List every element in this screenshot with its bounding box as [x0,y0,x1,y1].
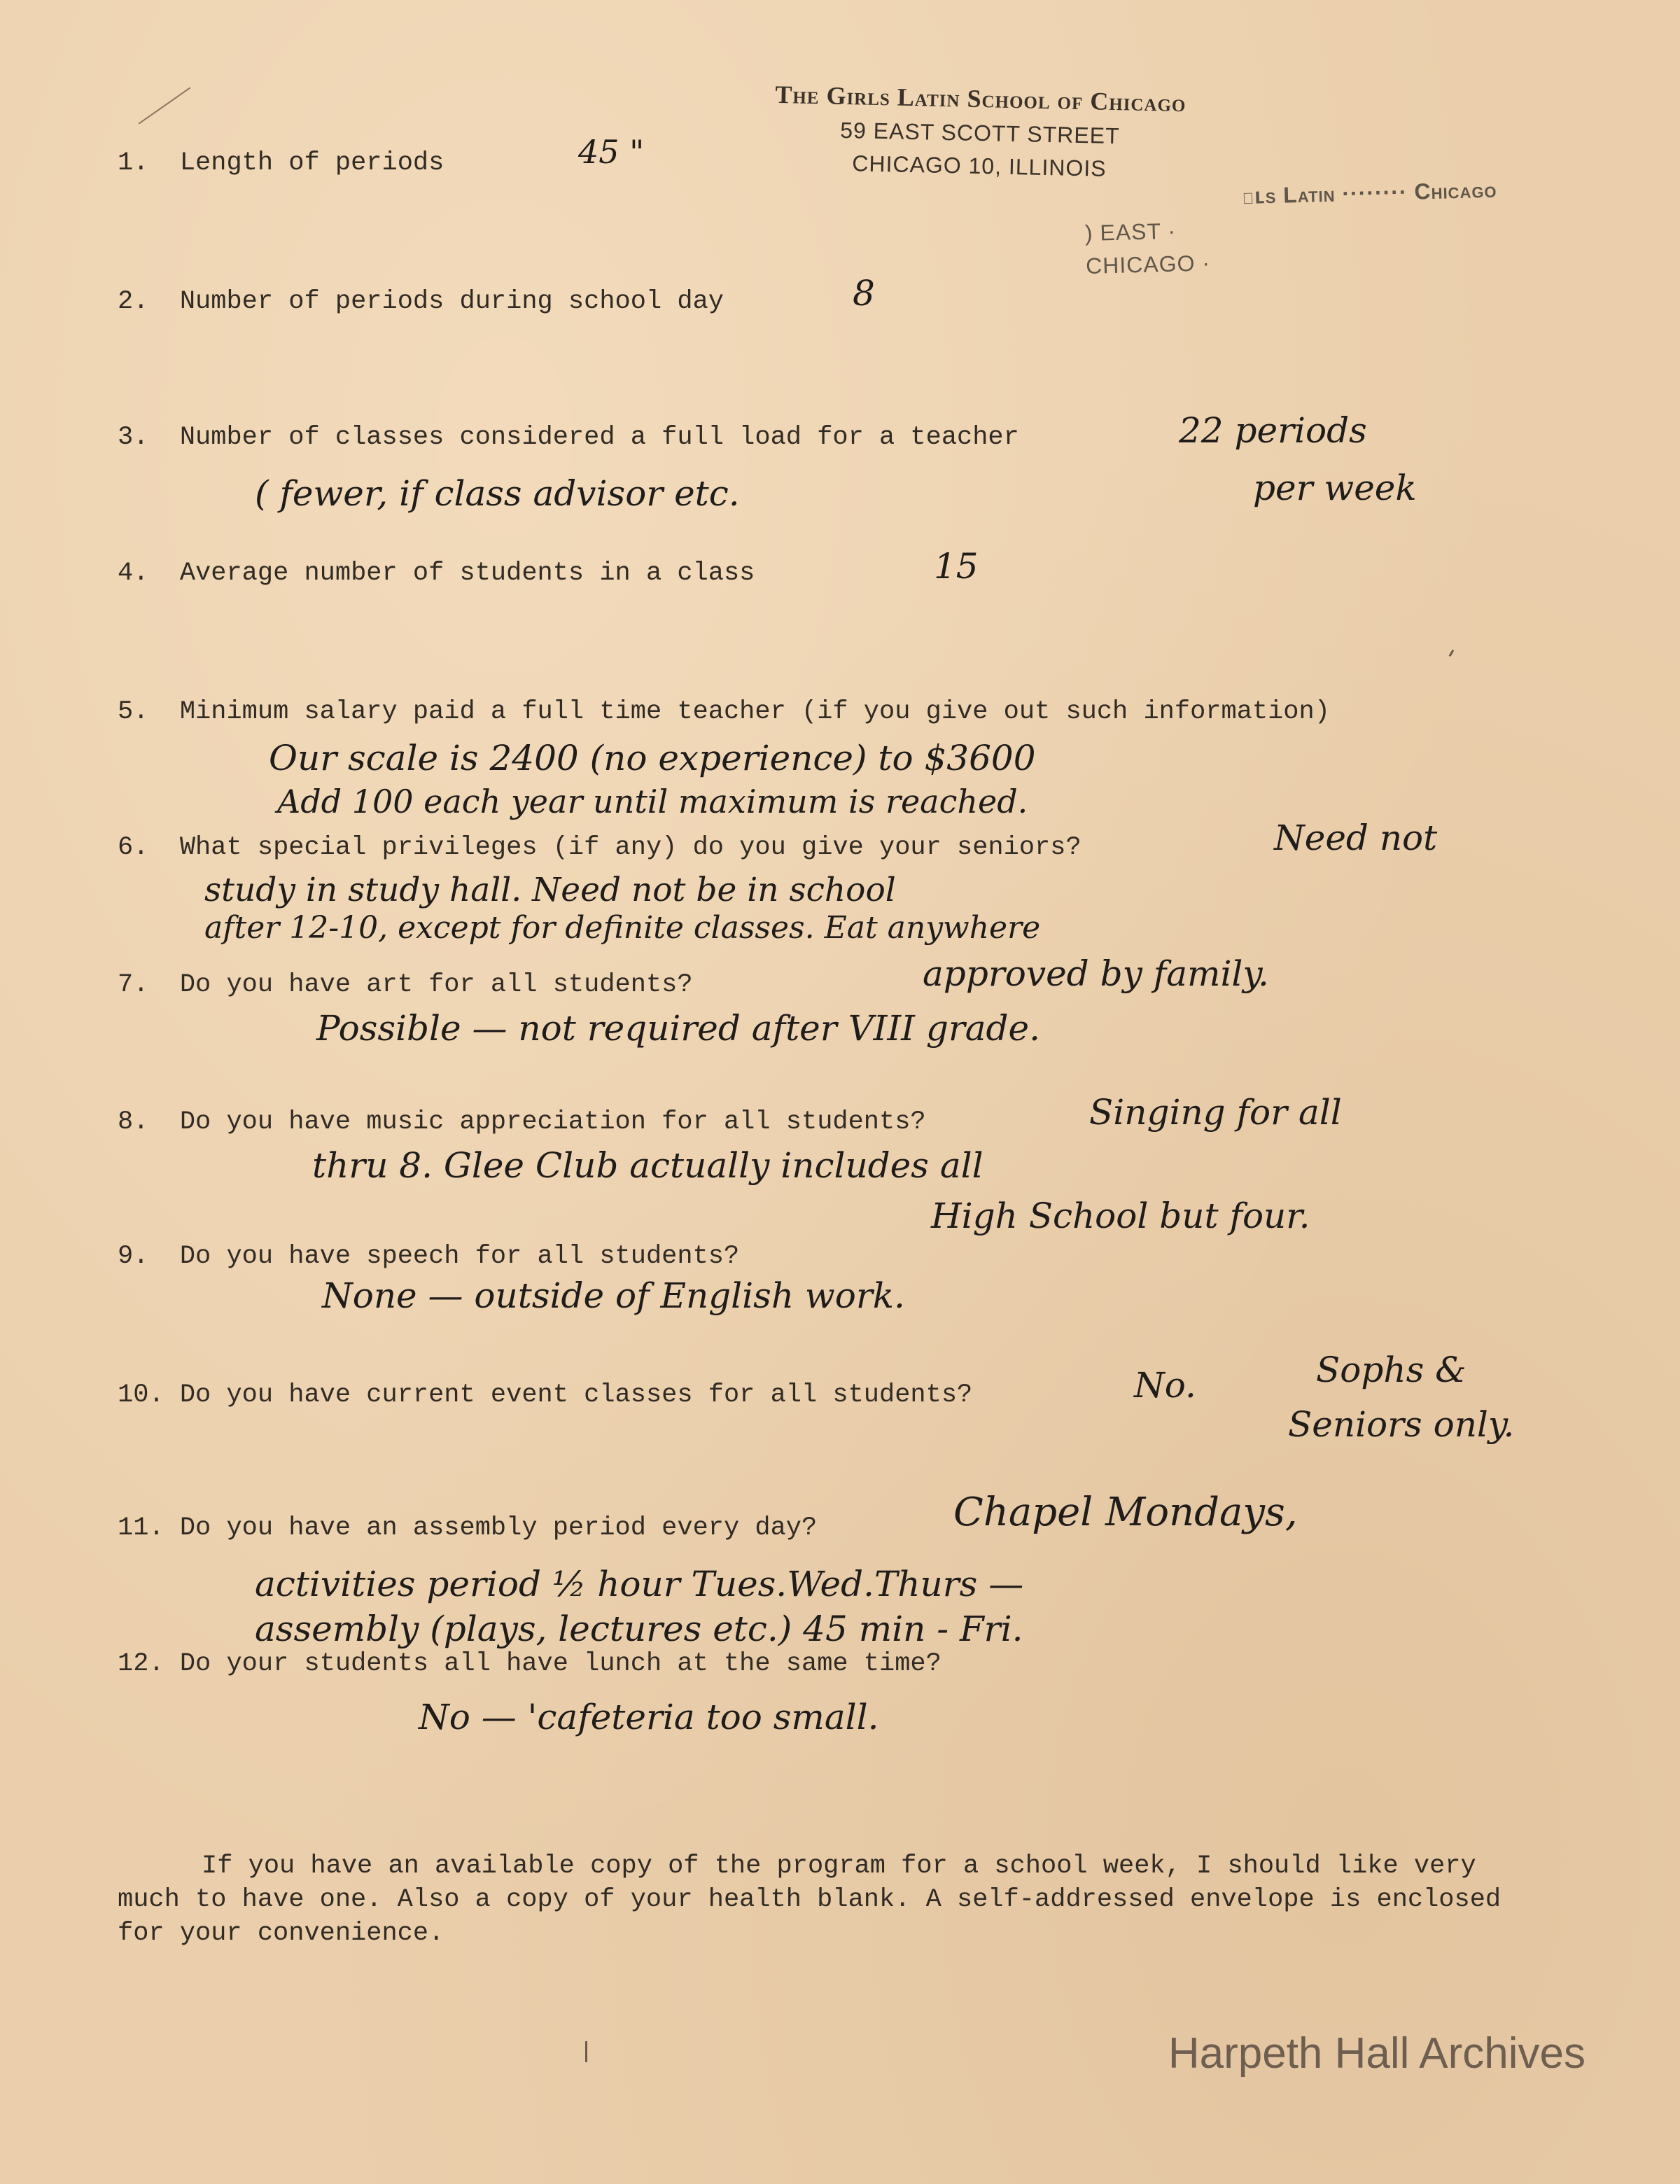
question-text: Number of classes considered a full load for a teacher [179,423,1019,452]
question-3 [118,423,1019,452]
answer-12: No — 'cafeteria too small. [419,1697,879,1737]
question-1 [118,148,444,178]
question-text: Do you have music appreciation for all students? [179,1107,926,1137]
answer-5-line-2: Add 100 each year until maximum is reached. [277,783,1028,820]
answer-3: 22 periods [1179,410,1367,451]
question-number: 11. [118,1513,164,1543]
answer-11-line-2: activities period ½ hour Tues.Wed.Thurs — [255,1564,1024,1604]
question-11 [118,1513,817,1543]
question-text: What special privileges (if any) do you give your seniors? [179,833,1082,862]
question-number: 6. [118,833,149,862]
answer-1: 45 " [578,133,645,171]
question-5 [118,697,1330,727]
question-number: 1. [118,148,149,178]
question-4 [118,559,755,588]
question-6 [118,833,1082,862]
answer-6-line-2: study in study hall. Need not be in school [204,871,896,909]
stamp-line-3: CHICAGO · [1085,250,1211,279]
answer-10: No. [1134,1365,1196,1406]
letterhead-school-name: The Girls Latin School of Chicago [775,80,1186,118]
answer-8-line-3: High School but four. [931,1196,1310,1236]
question-text: Number of periods during school day [179,287,724,316]
answer-3-note: ( fewer, if class advisor etc. [255,473,740,514]
answer-6-line-3: after 12-10, except for definite classes. Eat anywhere [204,910,1041,946]
question-number: 7. [118,970,149,1000]
answer-8: Singing for all [1089,1092,1342,1133]
answer-7: approved by family. [923,953,1269,994]
answer-11-line-3: assembly (plays, lectures etc.) 45 min - Fri. [255,1609,1023,1649]
answer-3-line-2: per week [1253,468,1417,508]
answer-8-line-2: thru 8. Glee Club actually includes all [312,1145,983,1186]
question-2 [118,287,724,316]
question-text: Do you have an assembly period every day? [179,1513,818,1543]
stamp-line-1: ɪʟs Latin ········ Chicago [1242,176,1497,209]
question-number: 5. [118,697,149,727]
question-9 [118,1242,739,1271]
letterhead [671,78,1289,186]
closing-text: If you have an available copy of the program for a school week, I should like very much to have one. Also a copy of your health blank. A self-addressed envelope is enclosed for your convenience. [118,1851,1502,1948]
answer-9: None — outside of English work. [322,1275,905,1316]
letterhead-street: 59 EAST SCOTT STREET [839,117,1120,149]
answer-11: Chapel Mondays, [953,1490,1298,1535]
answer-5: Our scale is 2400 (no experience) to $3600 [269,738,1036,778]
answer-10-line-2: Sophs & [1316,1350,1466,1390]
question-8 [118,1107,926,1137]
question-text: Minimum salary paid a full time teacher (if you give out such information) [179,697,1330,727]
archive-watermark: Harpeth Hall Archives [1168,2029,1586,2078]
question-text: Do your students all have lunch at the same time? [179,1649,941,1679]
letterhead-city: CHICAGO 10, ILLINOIS [852,150,1107,181]
closing-paragraph [118,1849,1546,1950]
question-7 [118,970,693,1000]
question-number: 4. [118,559,149,588]
stamp-line-2: ) EAST · [1084,218,1177,246]
question-number: 2. [118,287,149,316]
question-number: 8. [118,1107,149,1137]
faded-address-stamp [979,176,1513,289]
answer-10-line-3: Seniors only. [1288,1404,1515,1445]
question-text: Do you have speech for all students? [179,1242,740,1271]
question-text: Do you have current event classes for all students? [179,1380,973,1410]
question-number: 12. [118,1649,164,1679]
question-number: 10. [118,1380,164,1410]
question-number: 3. [118,423,149,452]
question-text: Length of periods [179,148,444,178]
question-12 [118,1649,941,1679]
answer-4: 15 [934,546,979,587]
pen-mark [585,2041,587,2062]
answer-7-line-2: Possible — not required after VIII grade. [316,1008,1041,1049]
question-text: Do you have art for all students? [179,970,693,1000]
question-number: 9. [118,1242,149,1271]
question-text: Average number of students in a class [179,559,755,588]
answer-6: Need not [1274,818,1438,858]
answer-2: 8 [853,273,875,314]
question-10 [118,1380,972,1410]
